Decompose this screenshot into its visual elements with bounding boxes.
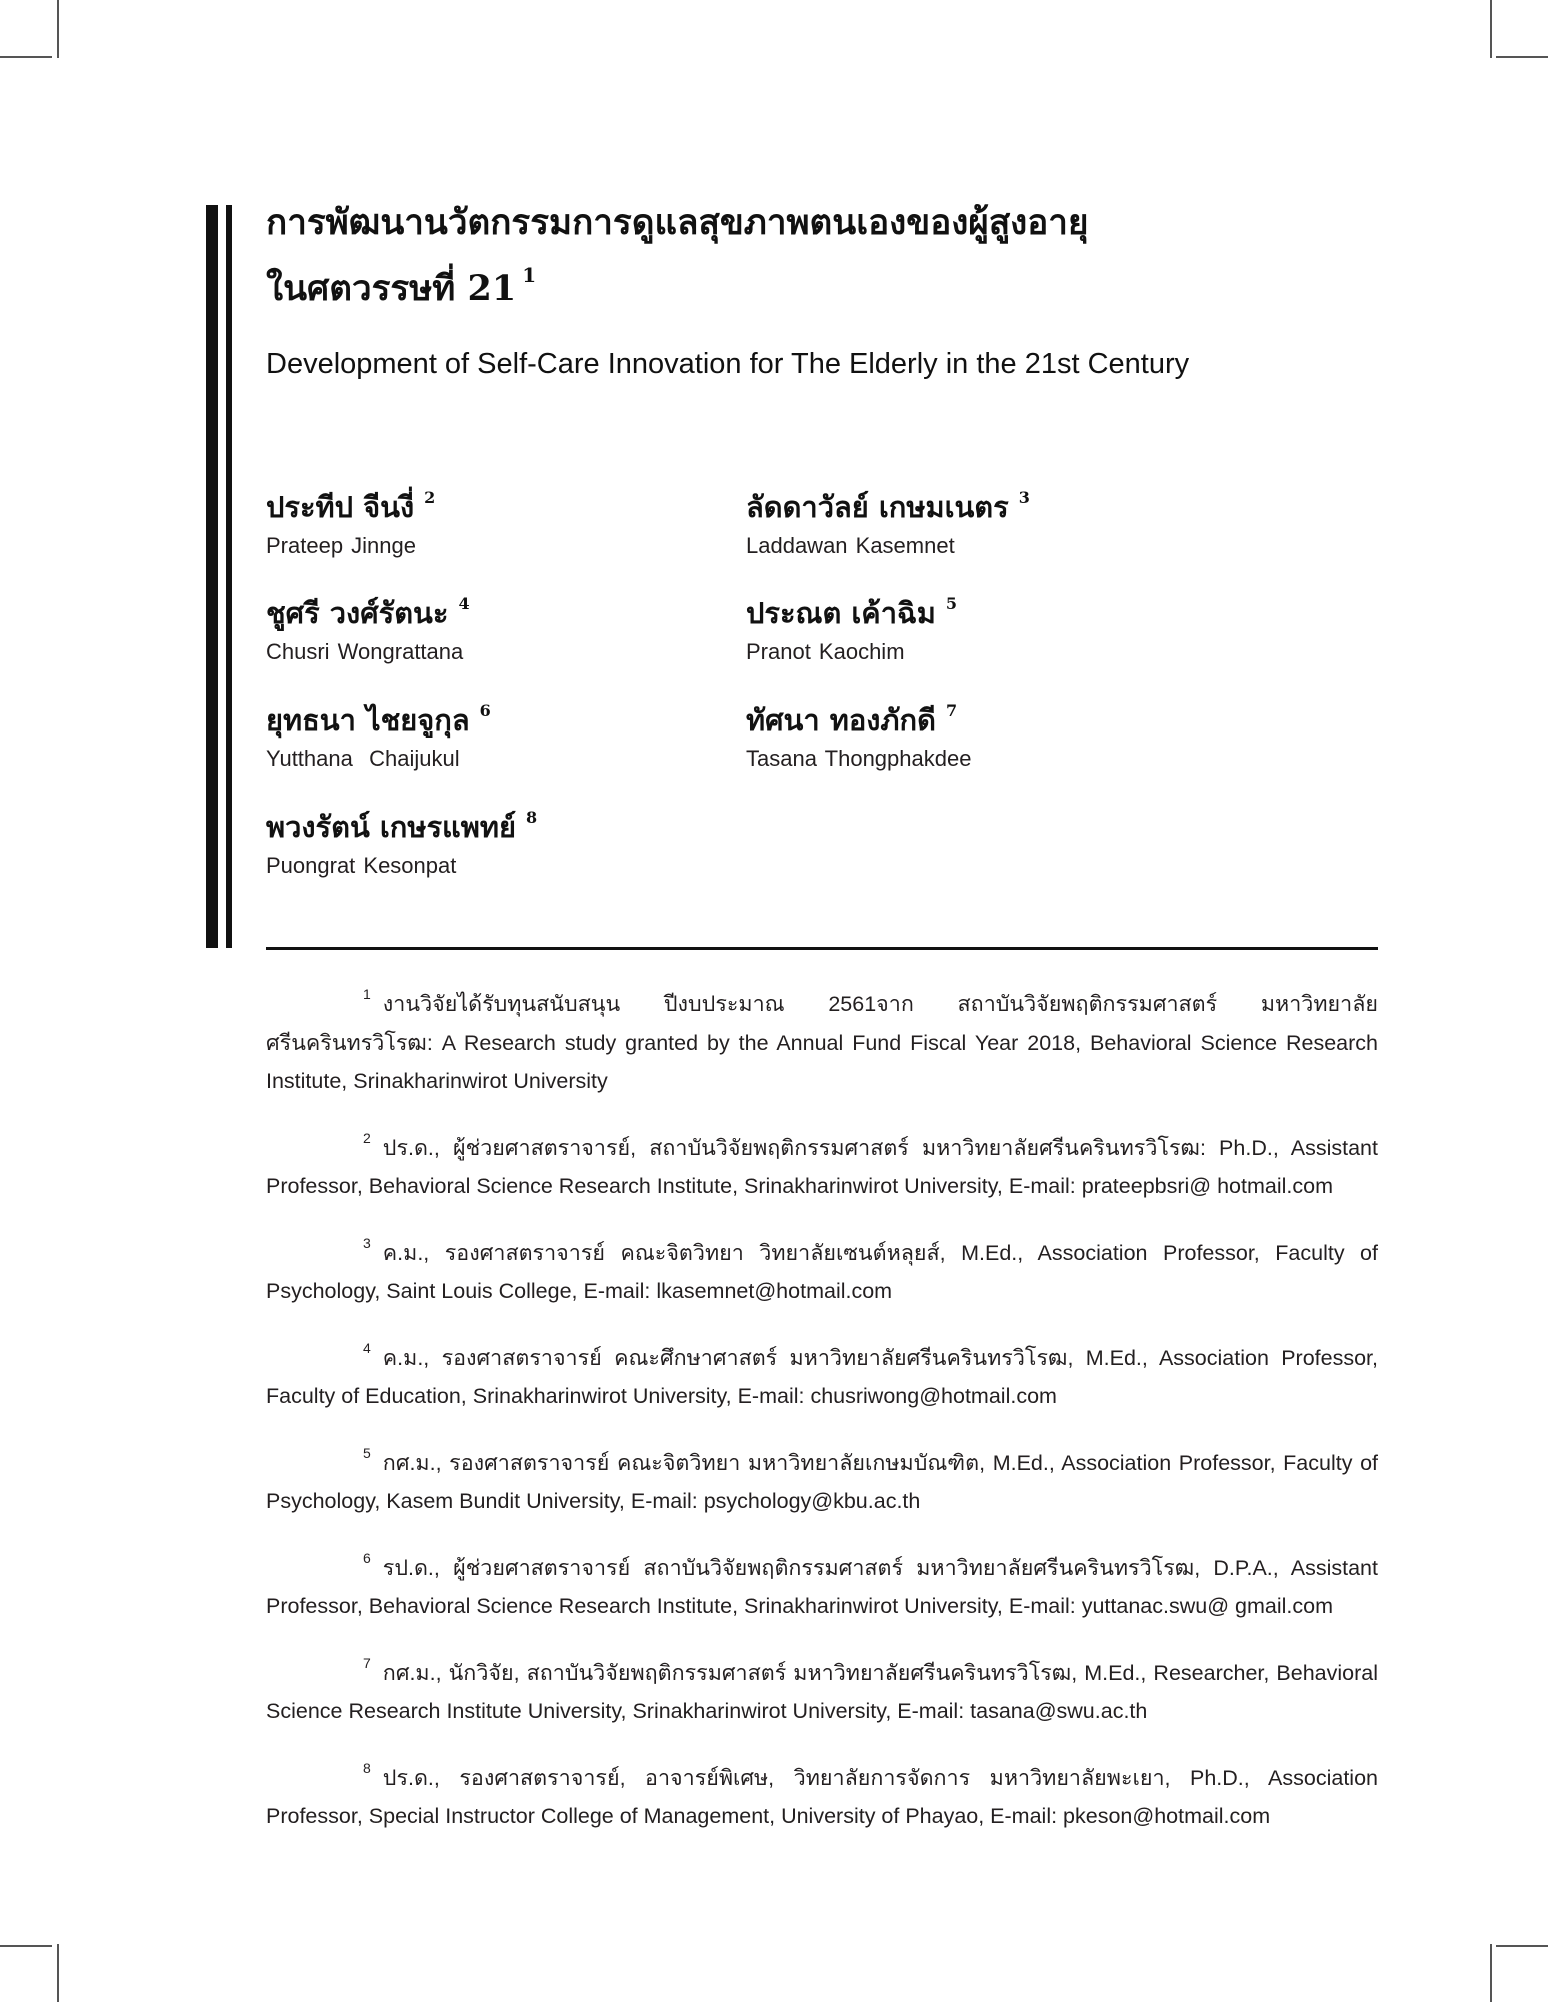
footnote-3 [266, 1224, 1378, 1311]
crop-mark-top-left [57, 0, 59, 58]
footnote-divider [266, 947, 1378, 950]
footnote-text: ปร.ด., รองศาสตราจารย์, อาจารย์พิเศษ, วิทยาลัยการจัดการ มหาวิทยาลัยพะเยา, Ph.D., Association Professor, Special Instructor College of Management, University of Phayao, E-mail: pkeson@hotmail.com [266, 1765, 1378, 1828]
footnote-text: งานวิจัยได้รับทุนสนับสนุน ปีงบประมาณ 2561จาก สถาบันวิจัยพฤติกรรมศาสตร์ มหาวิทยาลัยศรีนครินทรวิโรฒ: A Research study granted by the Annual Fund Fiscal Year 2018, Behavioral Science Research Institute, Srinakharinwirot University [266, 992, 1378, 1093]
author-footnote-ref: 2 [424, 488, 436, 507]
footnote-text: ค.ม., รองศาสตราจารย์ คณะศึกษาศาสตร์ มหาวิทยาลัยศรีนครินทรวิโรฒ, M.Ed., Association Professor, Faculty of Education, Srinakharinwirot University, E-mail: chusriwong@hotmail.com [266, 1345, 1378, 1408]
author-english-name: Pranot Kaochim [746, 639, 905, 664]
footnote-text: กศ.ม., นักวิจัย, สถาบันวิจัยพฤติกรรมศาสตร์ มหาวิทยาลัยศรีนครินทรวิโรฒ, M.Ed., Researcher, Behavioral Science Research Institute University, Srinakharinwirot University, E-mail: tasana@swu.ac.th [266, 1660, 1378, 1723]
footnote-6 [266, 1539, 1378, 1626]
author-thai-name: ชูศรี วงศ์รัตนะ [266, 596, 449, 630]
author-footnote-ref: 3 [1018, 488, 1030, 507]
english-title: Development of Self-Care Innovation for The Elderly in the 21st Century [266, 348, 1190, 380]
author-english-name: Laddawan Kasemnet [746, 533, 955, 558]
author-1 [266, 478, 736, 561]
footnote-4 [266, 1329, 1378, 1416]
author-english-name: Puongrat Kesonpat [266, 853, 457, 878]
crop-mark-bottom-right-h [1496, 1945, 1548, 1947]
title-footnote-ref: 1 [522, 263, 537, 287]
title-side-bar-thick [206, 205, 218, 948]
author-thai-name: ประณต เค้าฉิม [746, 596, 936, 630]
title-side-bar-thin [226, 205, 232, 948]
footnote-text: กศ.ม., รองศาสตราจารย์ คณะจิตวิทยา มหาวิทยาลัยเกษมบัณฑิต, M.Ed., Association Professor, Faculty of Psychology, Kasem Bundit University, E-mail: psychology@kbu.ac.th [266, 1450, 1378, 1513]
footnote-number: 8 [363, 1759, 371, 1776]
footnote-number: 1 [363, 986, 371, 1002]
footnote-number: 3 [363, 1234, 371, 1251]
author-footnote-ref: 8 [525, 808, 538, 827]
footnote-1 [266, 975, 1378, 1101]
author-7 [266, 798, 736, 881]
author-english-name: Chusri Wongrattana [266, 639, 464, 664]
author-5 [266, 691, 736, 774]
author-footnote-ref: 6 [479, 701, 491, 720]
thai-title-line1: การพัฒนานวัตกรรมการดูแลสุขภาพตนเองของผู้สูงอายุ [266, 202, 1089, 243]
author-6 [746, 691, 1216, 774]
author-footnote-ref: 5 [945, 594, 957, 613]
thai-title [266, 196, 1406, 315]
author-footnote-ref: 7 [945, 701, 958, 720]
crop-mark-top-right-h [1496, 56, 1548, 58]
footnote-text: รป.ด., ผู้ช่วยศาสตราจารย์ สถาบันวิจัยพฤติกรรมศาสตร์ มหาวิทยาลัยศรีนครินทรวิโรฒ, D.P.A., Assistant Professor, Behavioral Science Research Institute, Srinakharinwirot University, E-mail: yuttanac.swu@ gmail.com [266, 1555, 1378, 1618]
footnote-number: 2 [363, 1129, 371, 1146]
crop-mark-bottom-right [1490, 1944, 1492, 2002]
footnote-7 [266, 1644, 1378, 1731]
crop-mark-top-right [1490, 0, 1492, 58]
author-4 [746, 584, 1216, 667]
footnote-text: ปร.ด., ผู้ช่วยศาสตราจารย์, สถาบันวิจัยพฤติกรรมศาสตร์ มหาวิทยาลัยศรีนครินทรวิโรฒ: Ph.D., Assistant Professor, Behavioral Science Research Institute, Srinakharinwirot University, E-mail: prateepbsri@ hotmail.com [266, 1135, 1378, 1198]
author-thai-name: พวงรัตน์ เกษรแพทย์ [266, 810, 516, 844]
crop-mark-top-left-h [0, 56, 52, 58]
author-2 [746, 478, 1216, 561]
author-thai-name: ประทีป จีนงี่ [266, 490, 415, 524]
crop-mark-bottom-left [57, 1944, 59, 2002]
footnote-text: ค.ม., รองศาสตราจารย์ คณะจิตวิทยา วิทยาลัยเซนต์หลุยส์, M.Ed., Association Professor, Faculty of Psychology, Saint Louis College, E-mail: lkasemnet@hotmail.com [266, 1240, 1378, 1303]
author-english-name: Yutthana Chaijukul [266, 746, 460, 771]
author-english-name: Tasana Thongphakdee [746, 746, 972, 771]
author-thai-name: ลัดดาวัลย์ เกษมเนตร [746, 490, 1009, 524]
footnote-2 [266, 1119, 1378, 1206]
author-english-name: Prateep Jinnge [266, 533, 416, 558]
thai-title-line2: ในศตวรรษที่ 21 [266, 268, 517, 309]
footnote-list [266, 975, 1378, 1854]
author-footnote-ref: 4 [458, 594, 470, 613]
footnote-number: 4 [363, 1339, 371, 1356]
author-list [266, 478, 1226, 898]
author-thai-name: ยุทธนา ไชยจูกุล [266, 703, 470, 737]
footnote-number: 6 [363, 1549, 371, 1566]
footnote-5 [266, 1434, 1378, 1521]
footnote-number: 5 [363, 1444, 371, 1461]
author-3 [266, 584, 736, 667]
crop-mark-bottom-left-h [0, 1945, 52, 1947]
footnote-number: 7 [363, 1654, 371, 1671]
footnote-8 [266, 1749, 1378, 1836]
author-thai-name: ทัศนา ทองภักดี [746, 703, 936, 737]
